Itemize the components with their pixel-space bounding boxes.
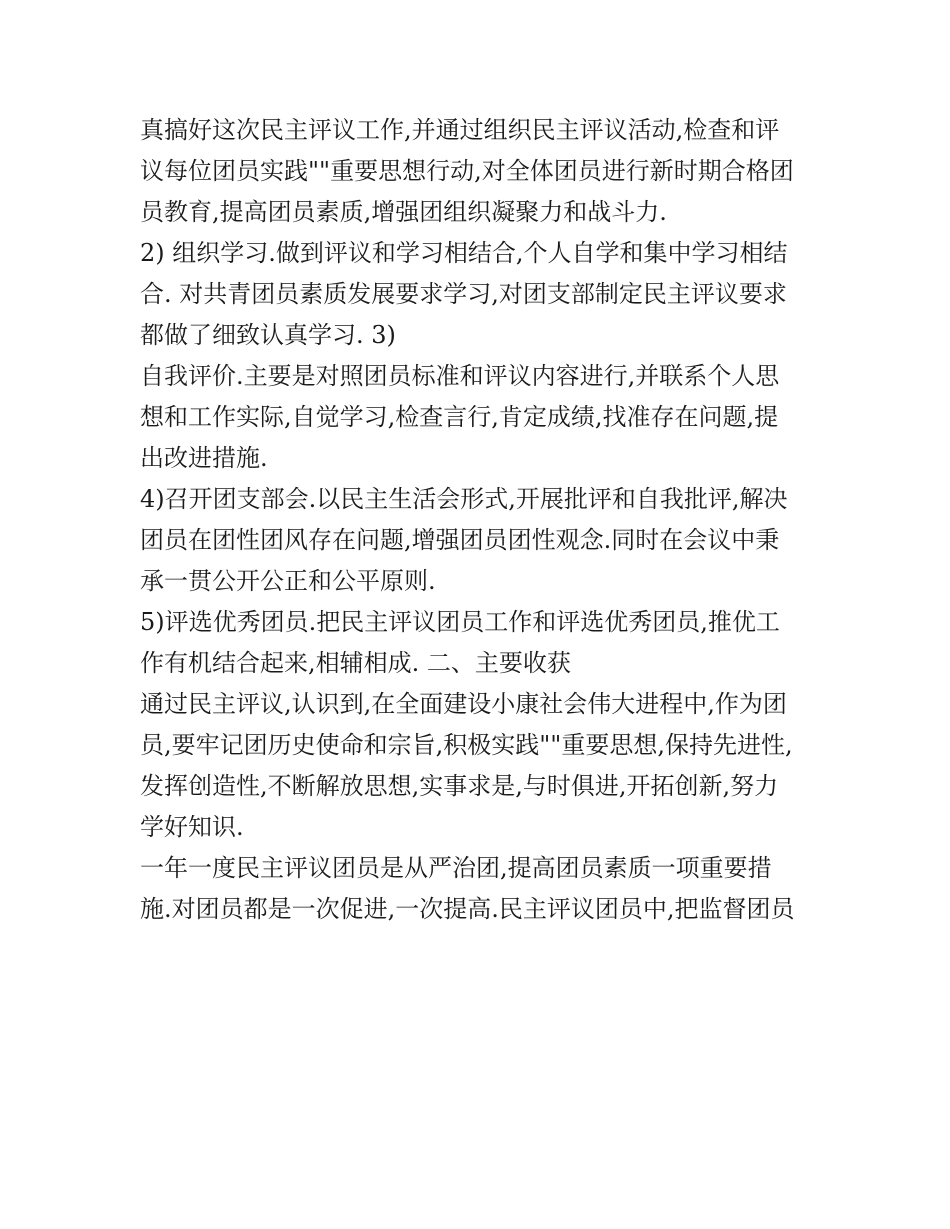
document-body	[140, 110, 820, 930]
text-line: 施.对团员都是一次促进,一次提高.民主评议团员中,把监督团员	[140, 895, 795, 923]
text-line: 通过民主评议,认识到,在全面建设小康社会伟大进程中,作为团	[140, 690, 787, 718]
text-line: 员教育,提高团员素质,增强团组织凝聚力和战斗力.	[140, 198, 667, 226]
text-line: 自我评价.主要是对照团员标准和评议内容进行,并联系个人思	[140, 362, 780, 390]
text-line: 合. 对共青团员素质发展要求学习,对团支部制定民主评议要求	[140, 280, 787, 308]
text-line: 承一贯公开公正和公平原则.	[140, 567, 436, 595]
text-line: 作有机结合起来,相辅相成. 二、主要收获	[140, 649, 571, 677]
text-line: 真搞好这次民主评议工作,并通过组织民主评议活动,检查和评	[140, 116, 780, 144]
text-line: 都做了细致认真学习. 3)	[140, 321, 396, 349]
text-line: 员,要牢记团历史使命和宗旨,积极实践""重要思想,保持先进性,	[140, 731, 793, 759]
text-line: 学好知识.	[140, 813, 244, 841]
text-line: 2) 组织学习.做到评议和学习相结合,个人自学和集中学习相结	[140, 239, 788, 267]
text-line: 发挥创造性,不断解放思想,实事求是,与时俱进,开拓创新,努力	[140, 772, 779, 800]
text-line: 议每位团员实践""重要思想行动,对全体团员进行新时期合格团	[140, 157, 794, 185]
text-line: 4)召开团支部会.以民主生活会形式,开展批评和自我批评,解决	[140, 485, 788, 513]
text-line: 一年一度民主评议团员是从严治团,提高团员素质一项重要措	[140, 854, 772, 882]
text-line: 想和工作实际,自觉学习,检查言行,肯定成绩,找准存在问题,提	[140, 403, 779, 431]
text-line: 团员在团性团风存在问题,增强团员团性观念.同时在会议中秉	[140, 526, 780, 554]
text-line: 出改进措施.	[140, 444, 268, 472]
text-line: 5)评选优秀团员.把民主评议团员工作和评选优秀团员,推优工	[140, 608, 780, 636]
